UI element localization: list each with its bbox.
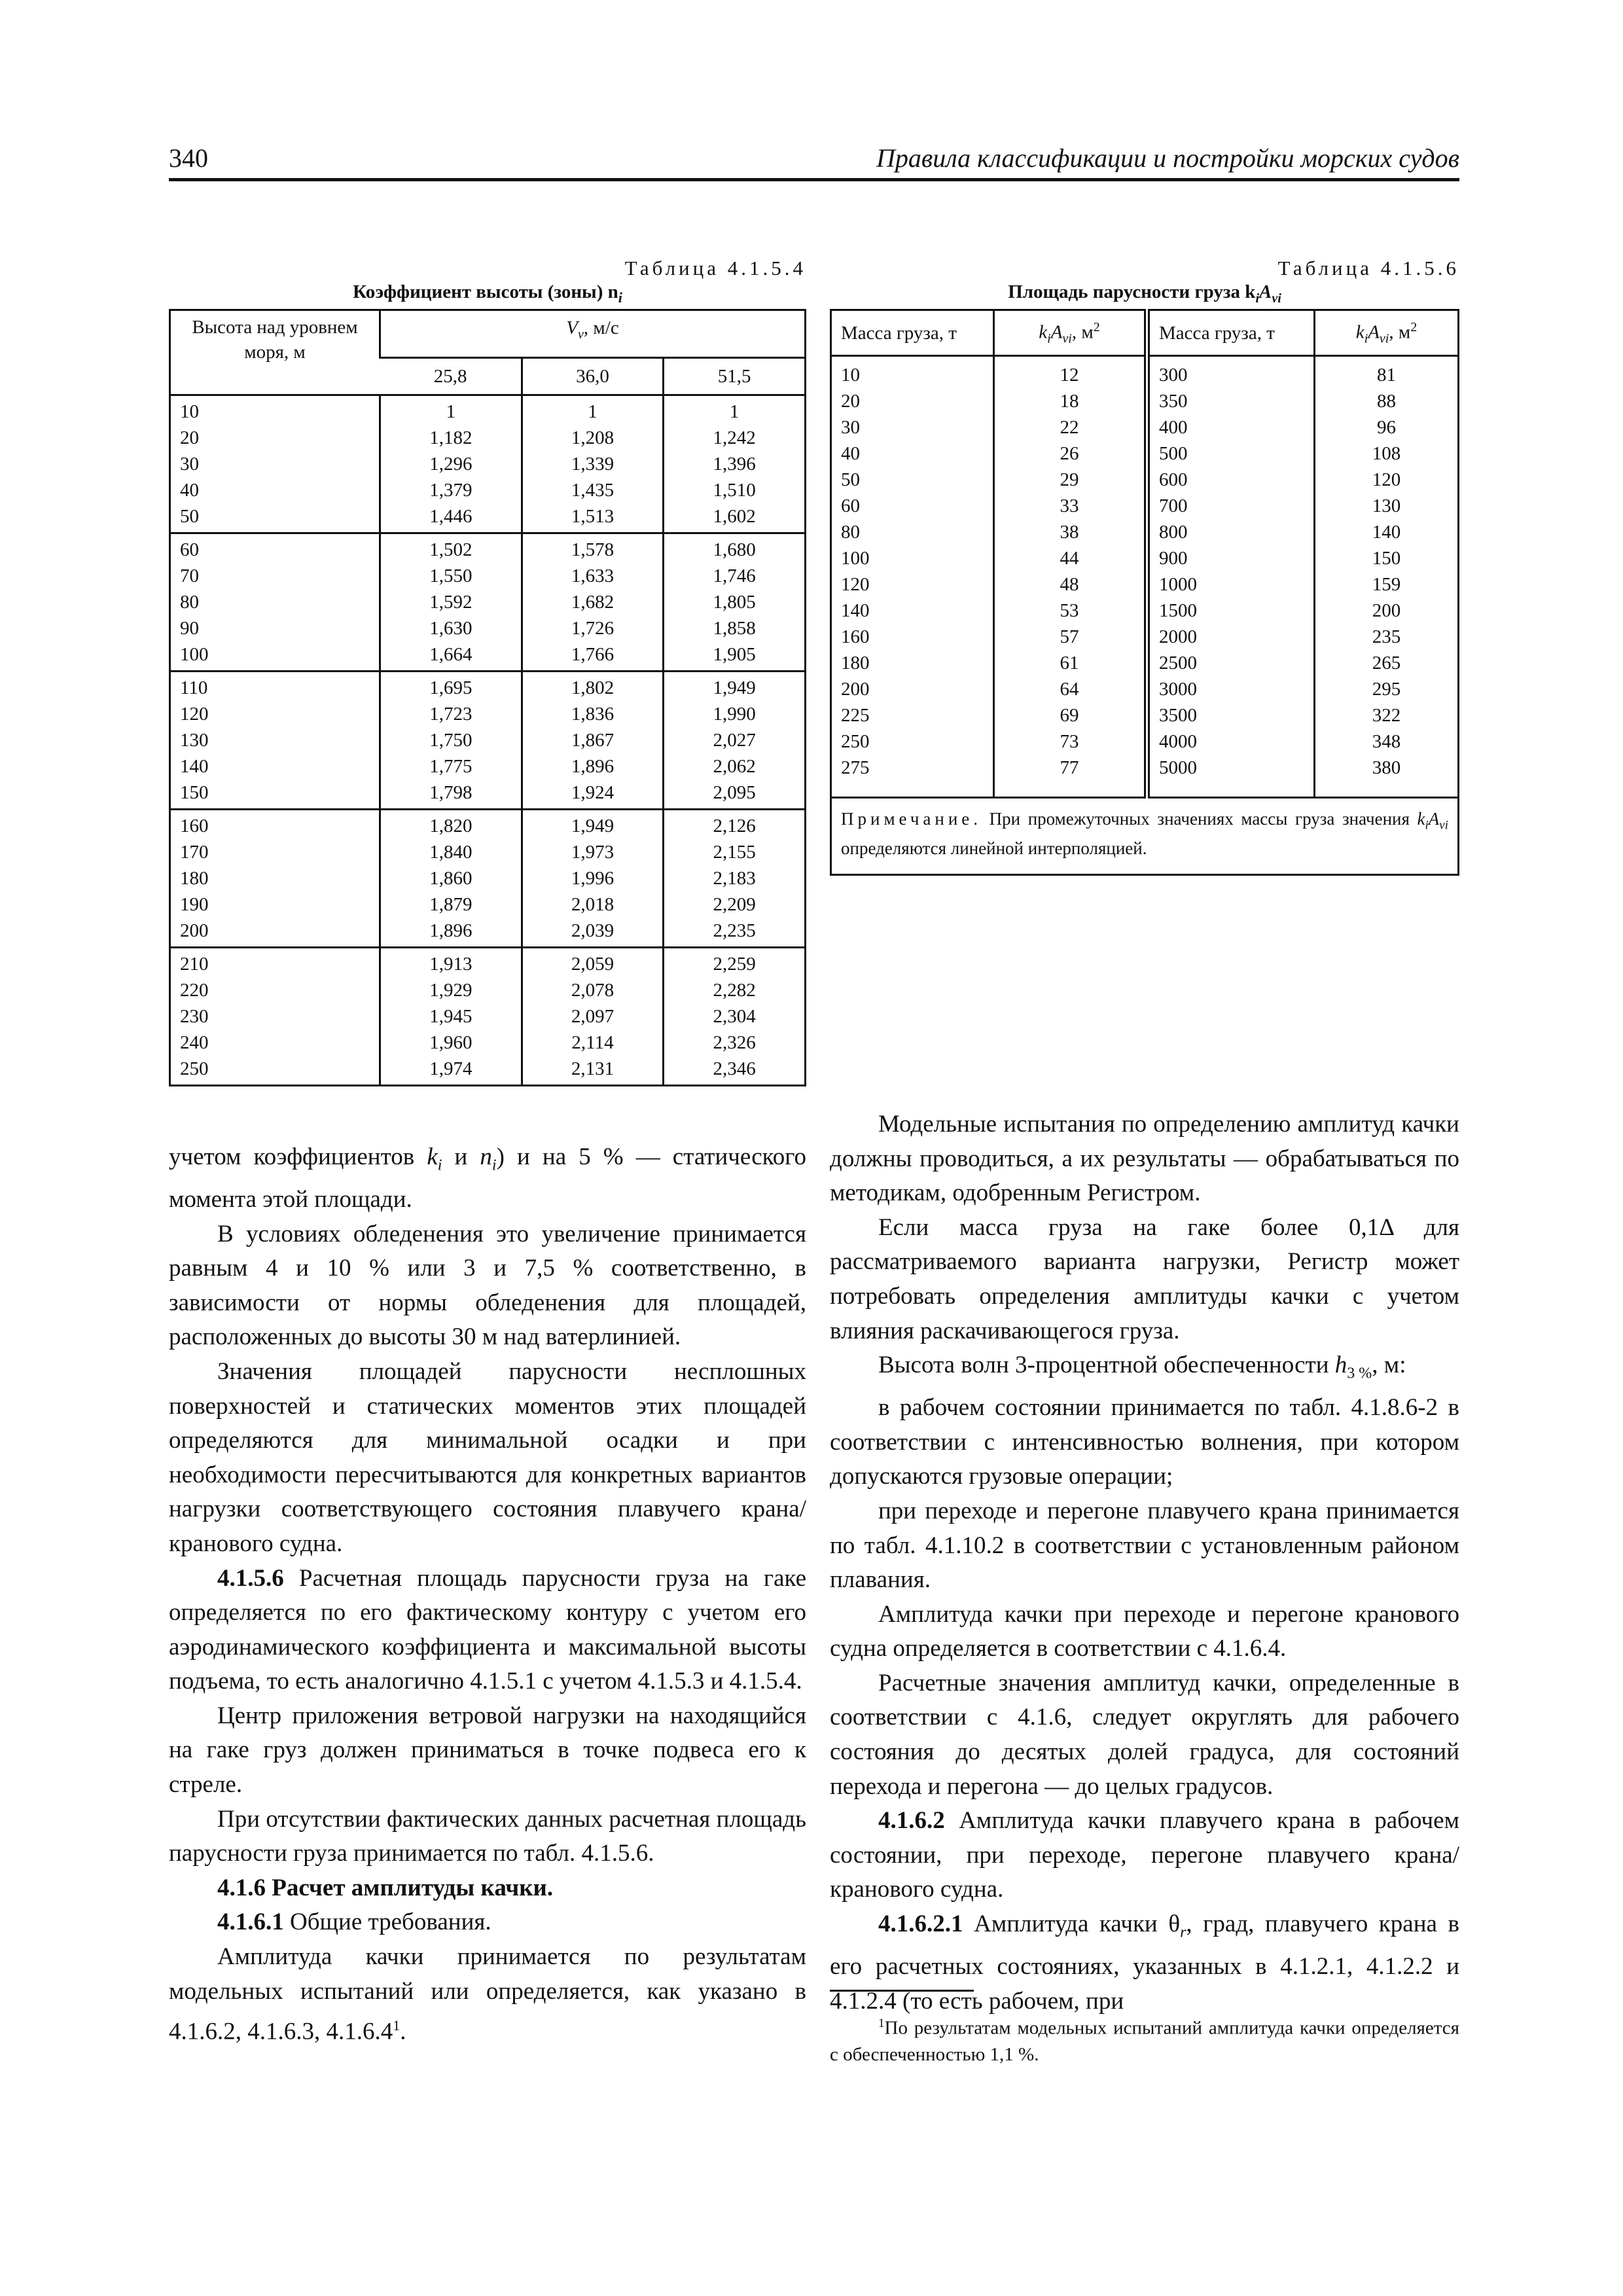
paragraph: 4.1.5.6 Расчетная площадь парусности груза на гаке определяется по его фактическому контуру с учетом его аэродинамического коэффициента и максимальной высоты подъема, то есть аналогично 4.1.5.1 с учетом 4.1.5.3 и 4.1.5.4. [169, 1564, 806, 1695]
column-header-speed: $V_v$, м/с [380, 310, 806, 358]
header-rule [169, 178, 1459, 181]
coef-cell: 1,913 1,929 1,945 1,960 1,974 [380, 947, 522, 1085]
coef-cell: 1,695 1,723 1,750 1,775 1,798 [380, 671, 522, 809]
right-column [830, 1107, 1459, 2018]
column-header-mass: Масса груза, т [831, 310, 994, 356]
coef-cell: 1 1,242 1,396 1,510 1,602 [664, 395, 806, 533]
paragraph: Модельные испытания по определению амплитуд качки должны проводиться, а их результаты — обрабатываться по методикам, одобренным Регистром. [830, 1111, 1459, 1207]
height-cell: 60 70 80 90 100 [170, 533, 380, 671]
paragraph: 4.1.6.2 Амплитуда качки плавучего крана в рабочем состоянии, при переходе, перегоне плавучего крана/кранового судна. [830, 1807, 1459, 1903]
area-cell: 12 18 22 26 29 33 38 44 48 53 57 61 64 69 73 77 [994, 356, 1147, 798]
paragraph: Значения площадей парусности несплошных поверхностей и статических моментов этих площадей определяются для минимальной осадки и при необходимости пересчитываются для конкретных вариантов нагрузки соответствующего состояния плавучего крана/кранового судна. [169, 1357, 806, 1557]
table-note-row [831, 798, 1459, 874]
speed-value: 36,0 [522, 357, 664, 395]
paragraph: При отсутствии фактических данных расчетная площадь парусности груза принимается по табл. 4.1.5.6. [169, 1805, 806, 1867]
footnote: $^1$По результатам модельных испытаний амплитуда качки определяется с обеспеченностью 1,1 %. [830, 2017, 1459, 2065]
paragraph: учетом коэффициентов $k_i$ и $n_i$) и на 5 % — статического момента этой площади. [169, 1143, 806, 1213]
table-note: Примечание. При промежуточных значениях массы груза значения $k_iA_{vi}$ определяются линейной интерполяцией. [831, 798, 1459, 874]
paragraph: Амплитуда качки при переходе и перегоне кранового судна определяется в соответствии с 4.1.6.4. [830, 1600, 1459, 1662]
paragraph: 4.1.6.2.1 Амплитуда качки $\theta_r$, град, плавучего крана в его расчетных состояниях, указанных в 4.1.2.1, 4.1.2.2 и 4.1.2.4 (то есть рабочем, при [830, 1910, 1459, 2015]
table-header-row [170, 310, 806, 358]
cargo-windage-table [830, 309, 1459, 876]
table-caption-1: Таблица 4.1.5.4 [624, 257, 806, 279]
section-heading: 4.1.6 Расчет амплитуды качки. [217, 1874, 554, 1901]
table-row-group [170, 533, 806, 671]
table-title-1: Коэффициент высоты (зоны) $n_i$ [353, 281, 622, 306]
paragraph: Если масса груза на гаке более 0,1Δ для рассматриваемого варианта нагрузки, Регистр может потребовать определения амплитуды качки с учетом влияния раскачивающегося груза. [830, 1213, 1459, 1344]
column-header-area: $k_iA_{vi}$, $м^2$ [994, 310, 1147, 356]
left-column [169, 1140, 806, 2049]
paragraph: Высота волн 3-процентной обеспеченности $h_{3 \%}$, м: [878, 1352, 1406, 1382]
height-cell: 210 220 230 240 250 [170, 947, 380, 1085]
running-title: Правила классификации и постройки морских судов [876, 143, 1459, 173]
column-header-mass: Масса груза, т [1147, 310, 1315, 356]
speed-value: 25,8 [380, 357, 522, 395]
height-coefficient-table [169, 309, 806, 1086]
coef-cell: 1,949 1,990 2,027 2,062 2,095 [664, 671, 806, 809]
table-row-group [170, 947, 806, 1085]
coef-cell: 1 1,208 1,339 1,435 1,513 [522, 395, 664, 533]
coef-cell: 1,502 1,550 1,592 1,630 1,664 [380, 533, 522, 671]
paragraph: Расчетные значения амплитуд качки, определенные в соответствии с 4.1.6, следует округлять для рабочего состояния до десятых долей градуса, для состояний перехода и перегона — до целых градусов. [830, 1669, 1459, 1800]
mass-cell: 300 350 400 500 600 700 800 900 1000 1500 2000 2500 3000 3500 4000 5000 [1147, 356, 1315, 798]
table-row-group [170, 809, 806, 947]
paragraph: Центр приложения ветровой нагрузки на находящийся на гаке груз должен приниматься в точке подвеса его к стреле. [169, 1702, 806, 1799]
table-header-row [831, 310, 1459, 356]
column-header-height: Высота над уровнем моря, м [170, 310, 380, 395]
coef-cell: 1,949 1,973 1,996 2,018 2,039 [522, 809, 664, 947]
subsection-heading: 4.1.6.1 Общие требования. [217, 1909, 491, 1936]
table-row-group [170, 395, 806, 533]
column-header-area: $k_iA_{vi}$, $м^2$ [1315, 310, 1459, 356]
height-cell: 110 120 130 140 150 [170, 671, 380, 809]
coef-cell: 1,802 1,836 1,867 1,896 1,924 [522, 671, 664, 809]
coef-cell: 1,820 1,840 1,860 1,879 1,896 [380, 809, 522, 947]
table-row-group [170, 671, 806, 809]
paragraph: при переходе и перегоне плавучего крана принимается по табл. 4.1.10.2 в соответствии с установленным районом плавания. [830, 1497, 1459, 1594]
height-cell: 160 170 180 190 200 [170, 809, 380, 947]
footnote-rule [830, 1990, 974, 1992]
paragraph: в рабочем состоянии принимается по табл. 4.1.8.6-2 в соответствии с интенсивностью волнения, при котором допускаются грузовые операции; [830, 1394, 1459, 1490]
coef-cell: 1,680 1,746 1,805 1,858 1,905 [664, 533, 806, 671]
coef-cell: 1 1,182 1,296 1,379 1,446 [380, 395, 522, 533]
page-number: 340 [169, 143, 208, 173]
table-caption-2: Таблица 4.1.5.6 [1277, 257, 1459, 279]
table-row-group [831, 356, 1459, 798]
speed-value: 51,5 [664, 357, 806, 395]
table-title-2: Площадь парусности груза $k_iA_{vi}$ [1008, 281, 1281, 306]
coef-cell: 2,259 2,282 2,304 2,326 2,346 [664, 947, 806, 1085]
paragraph: Амплитуда качки принимается по результатам модельных испытаний или определяется, как указано в 4.1.6.2, 4.1.6.3, 4.1.6.4$^1$. [169, 1943, 806, 2045]
coef-cell: 1,578 1,633 1,682 1,726 1,766 [522, 533, 664, 671]
area-cell: 81 88 96 108 120 130 140 150 159 200 235 265 295 322 348 380 [1315, 356, 1459, 798]
coef-cell: 2,126 2,155 2,183 2,209 2,235 [664, 809, 806, 947]
height-cell: 10 20 30 40 50 [180, 401, 199, 527]
mass-cell: 10 20 30 40 50 60 80 100 120 140 160 180 200 225 250 275 [841, 365, 870, 779]
coef-cell: 2,059 2,078 2,097 2,114 2,131 [522, 947, 664, 1085]
paragraph: В условиях обледенения это увеличение принимается равным 4 и 10 % или 3 и 7,5 % соответственно, в зависимости от нормы обледенения для площадей, расположенных до высоты 30 м над ватерлинией. [169, 1220, 806, 1351]
